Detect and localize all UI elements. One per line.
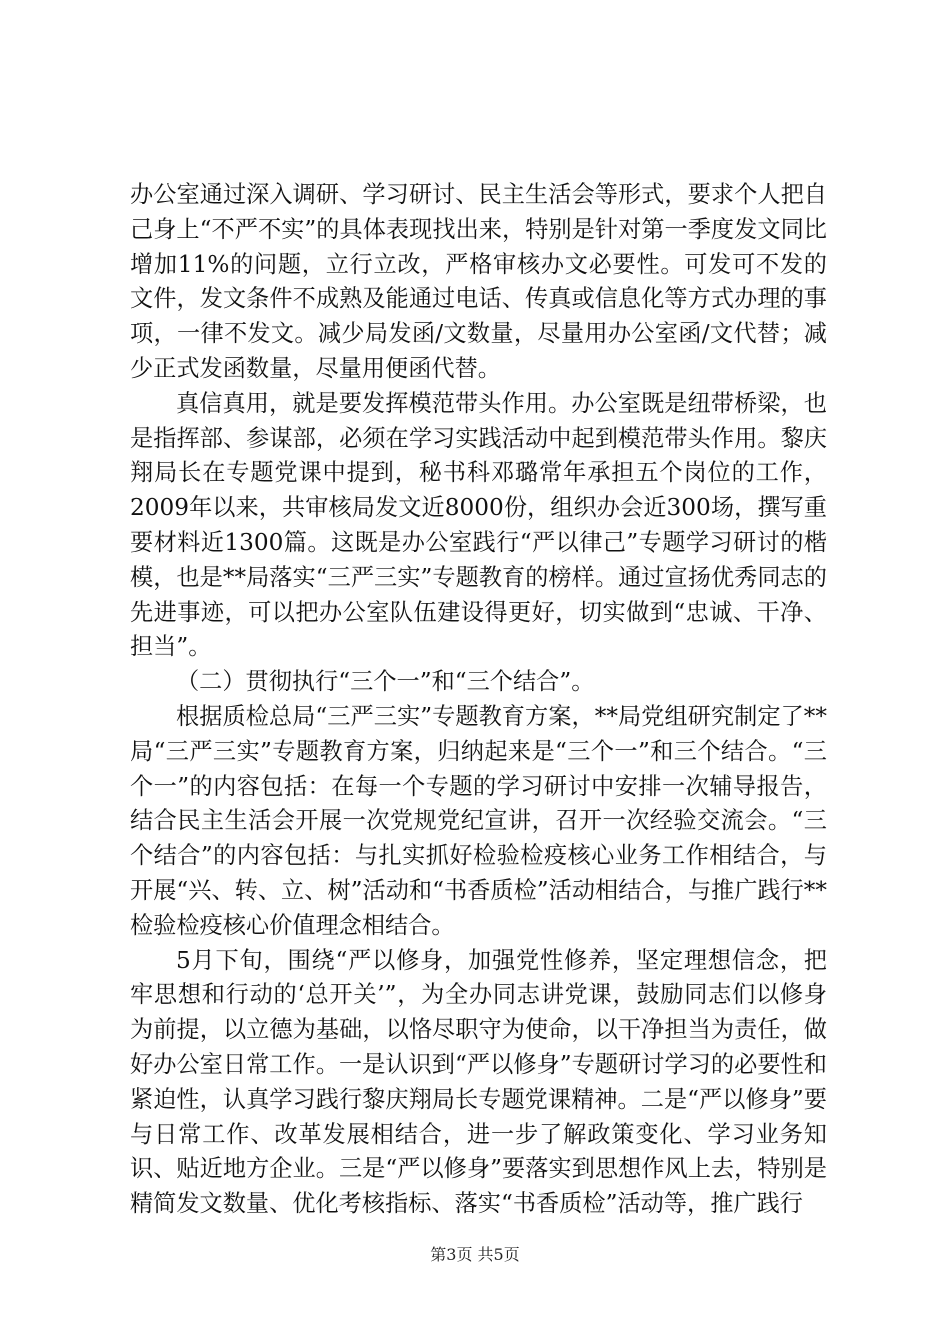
paragraph-education-plan: 根据质检总局“三严三实”专题教育方案，**局党组研究制定了**局“三严三实”专题教育方案，归纳起来是“三个一”和三个结合。“三个一”的内容包括：在每一个专题的学习研讨中安排一次辅导报告，结合民主生活会开展一次党规党纪宣讲，召开一次经验交流会。“三个结合”的内容包括：与扎实抓好检验检疫核心业务工作相结合，与开展“兴、转、立、树”活动和“书香质检”活动相结合，与推广践行**检验检疫核心价值理念相结合。 <box>130 702 827 939</box>
paragraph-may-lecture: 5月下旬，围绕“严以修身，加强党性修养，坚定理想信念，把牢思想和行动的‘总开关’”，为全办同志讲党课，鼓励同志们以修身为前提，以立德为基础，以恪尽职守为使命，以干净担当为责任，做好办公室日常工作。一是认识到“严以修身”专题研讨学习的必要性和紧迫性，认真学习践行黎庆翔局长专题党课精神。二是“严以修身”要与日常工作、改革发展相结合，进一步了解政策变化、学习业务知识、贴近地方企业。三是“严以修身”要落实到思想作风上去，特别是精简发文数量、优化考核指标、落实“书香质检”活动等，推广践行 <box>130 946 827 1218</box>
page-number-footer: 第3页 共5页 <box>430 1245 520 1264</box>
document-body <box>130 178 827 1222</box>
paragraph-continuation: 办公室通过深入调研、学习研讨、民主生活会等形式，要求个人把自己身上“不严不实”的具体表现找出来，特别是针对第一季度发文同比增加11%的问题，立行立改，严格审核办文必要性。可发可不发的文件，发文条件不成熟及能通过电话、传真或信息化等方式办理的事项，一律不发文。减少局发函/文数量，尽量用办公室函/文代替；减少正式发函数量，尽量用便函代替。 <box>130 181 827 382</box>
section-heading-two: （二）贯彻执行“三个一”和“三个结合”。 <box>176 668 595 696</box>
paragraph-zhenxin-zhenyong: 真信真用，就是要发挥模范带头作用。办公室既是纽带桥梁，也是指挥部、参谋部，必须在学习实践活动中起到模范带头作用。黎庆翔局长在专题党课中提到，秘书科邓璐常年承担五个岗位的工作，2009年以来，共审核局发文近8000份，组织办会近300场，撰写重要材料近1300篇。这既是办公室践行“严以律己”专题学习研讨的楷模，也是**局落实“三严三实”专题教育的榜样。通过宣扬优秀同志的先进事迹，可以把办公室队伍建设得更好，切实做到“忠诚、干净、担当”。 <box>130 389 827 661</box>
